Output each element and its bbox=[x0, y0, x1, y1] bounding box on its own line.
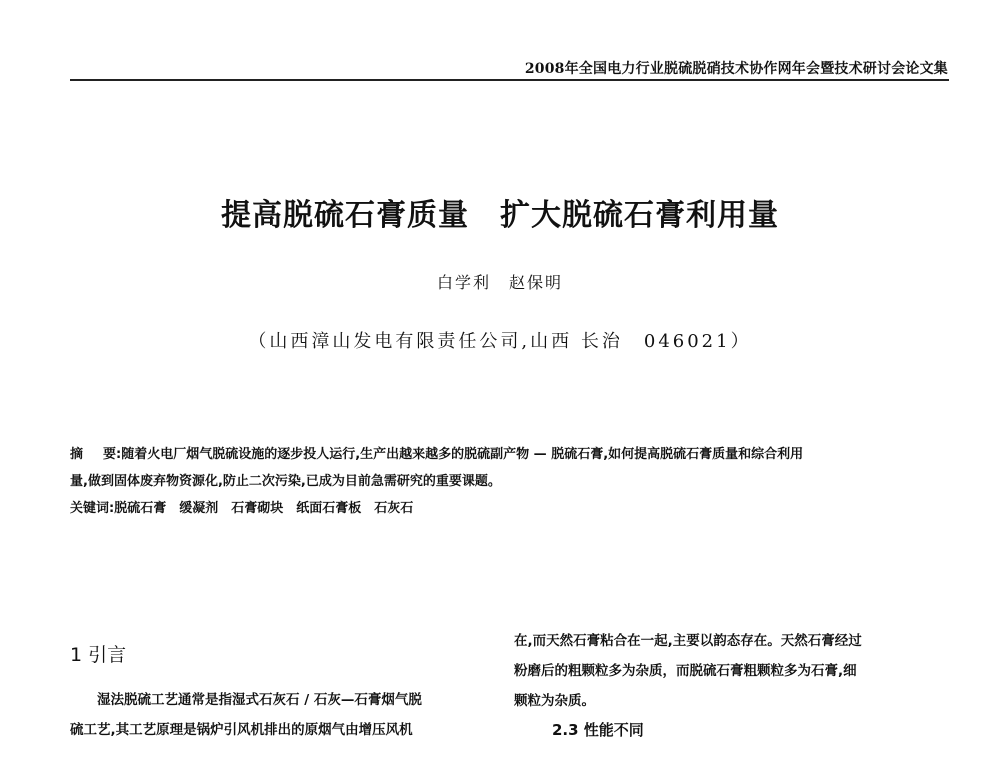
abstract-line-1 bbox=[70, 441, 950, 468]
keywords-text: 脱硫石膏 缓凝剂 石膏砌块 纸面石膏板 石灰石 bbox=[114, 501, 414, 516]
right-paragraph-line-1: 在,而天然石膏粘合在一起,主要以韵态存在。天然石膏经过 bbox=[514, 633, 862, 649]
section-heading-introduction: 1 引言 bbox=[70, 644, 127, 666]
right-paragraph-line-2: 粉磨后的粗颗粒多为杂质，而脱硫石膏粗颗粒多为石膏,细 bbox=[514, 663, 857, 679]
affiliation: （山西漳山发电有限责任公司,山西 长治 046021） bbox=[248, 331, 752, 352]
paper-title: 提高脱硫石膏质量 扩大脱硫石膏利用量 bbox=[221, 198, 779, 233]
abstract-line-2: 量,做到固体废弃物资源化,防止二次污染,已成为目前急需研究的重要课题。 bbox=[70, 474, 501, 489]
keywords-line bbox=[70, 495, 950, 522]
abstract-text-1: 随着火电厂烟气脱硫设施的逐步投人运行,生产出越来越多的脱硫副产物 — 脱硫石膏,如何提高脱硫石膏质量和综合利用 bbox=[121, 447, 804, 462]
left-column bbox=[70, 640, 494, 745]
running-head: 2008年全国电力行业脱硫脱硝技术协作网年会暨技术研讨会论文集 bbox=[524, 61, 948, 77]
subsection-heading-2-3: 2.3 性能不同 bbox=[552, 721, 644, 739]
authors: 白学利 赵保明 bbox=[436, 273, 563, 292]
right-column bbox=[514, 626, 950, 744]
header-rule bbox=[70, 79, 949, 81]
intro-paragraph-line-1: 湿法脱硫工艺通常是指湿式石灰石 / 石灰—石膏烟气脱 bbox=[97, 692, 422, 708]
abstract-block bbox=[70, 441, 950, 522]
right-paragraph-line-3: 颗粒为杂质。 bbox=[514, 693, 595, 709]
abstract-label bbox=[70, 447, 121, 462]
keywords-label: 关键词: bbox=[70, 501, 115, 516]
abstract-label-a: 摘 bbox=[70, 447, 84, 462]
abstract-label-b: 要: bbox=[103, 447, 122, 462]
intro-paragraph-line-2: 硫工艺,其工艺原理是锅炉引风机排出的原烟气由增压风机 bbox=[70, 722, 413, 738]
